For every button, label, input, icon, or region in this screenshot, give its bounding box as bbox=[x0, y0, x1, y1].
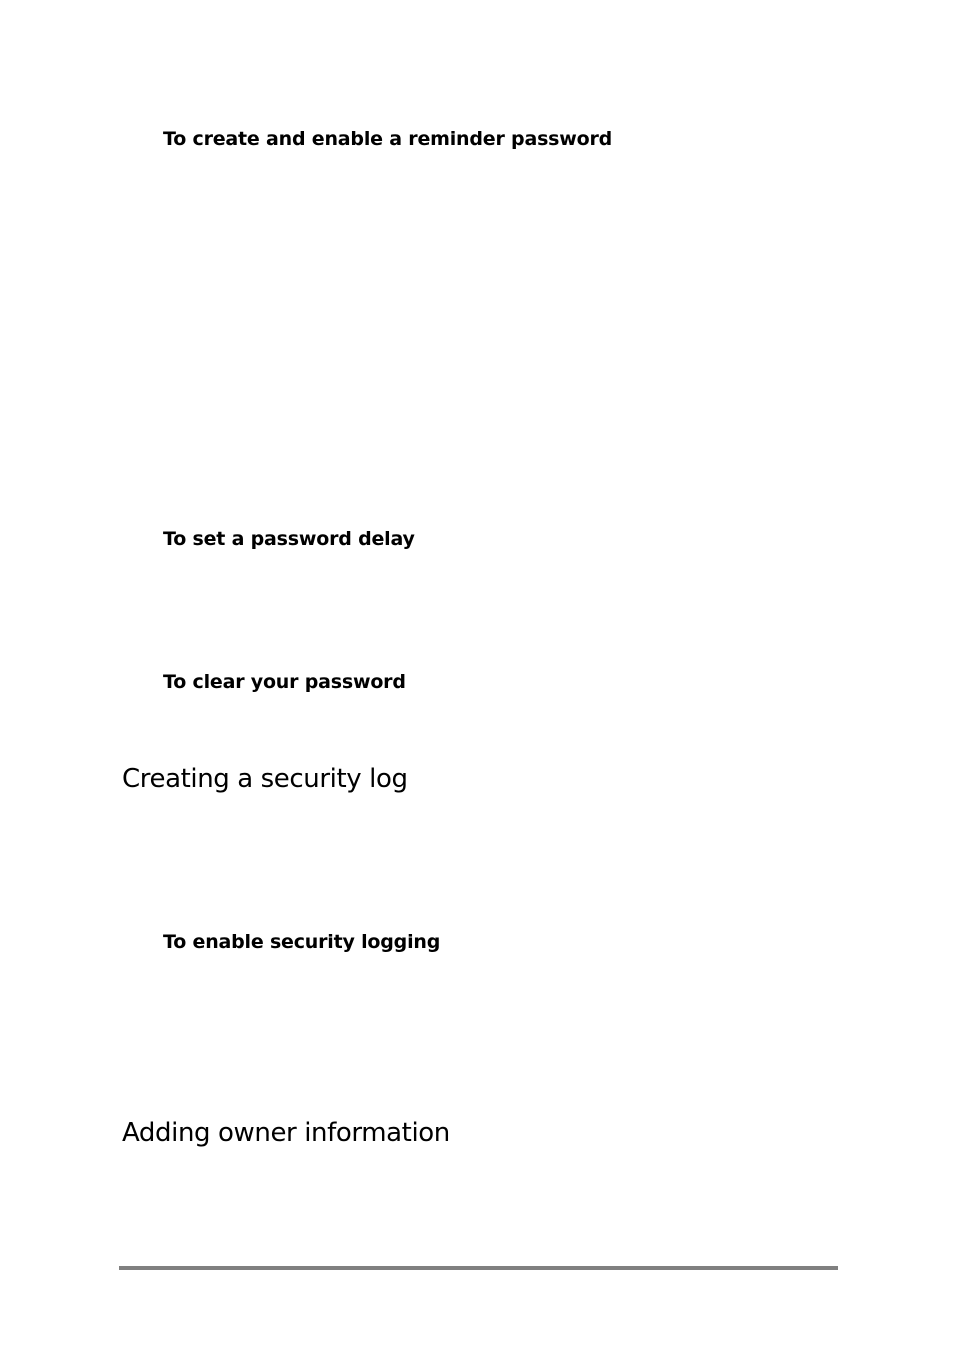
section-title-owner-information: Adding owner information bbox=[122, 1118, 450, 1148]
footer-divider bbox=[119, 1266, 838, 1270]
heading-enable-security-logging: To enable security logging bbox=[163, 931, 441, 953]
section-title-security-log: Creating a security log bbox=[122, 764, 408, 794]
heading-set-password-delay: To set a password delay bbox=[163, 528, 415, 550]
heading-clear-password: To clear your password bbox=[163, 671, 406, 693]
heading-create-reminder-password: To create and enable a reminder password bbox=[163, 128, 613, 150]
